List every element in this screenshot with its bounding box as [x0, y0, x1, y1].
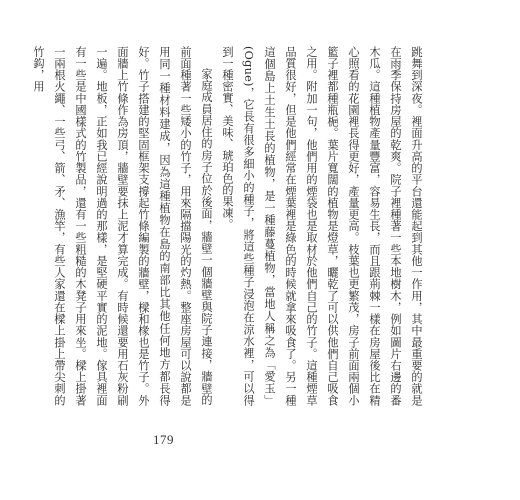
vertical-text-block: [28, 46, 427, 406]
page-number: 179: [153, 432, 174, 447]
paragraph-1: 跳舞到深夜。裡面升高的平台還能起到其他一作用，其中最重要的就是在雨季保持房屋的乾爽。院子裡種著一些本地樹木，例如圖片右邊的番木瓜。這種植物產量豐富，容易生長，而且跟荊棘一樣在房屋後比在精心照看的花園裡長得更好，產量更高。枝葉也更繁茂，房子前面兩個小籃子裡都種瓶梔。葉片寬闊的植物是燈草，曬乾了可以供他們自己吸食之用。附加一句，他們用的煙袋也是取材於他們自己的竹子。這種煙草品質很好，但是他們經常在煙葉裡是綠色的時候就拿來吸食了。另一種這個島上土生土長的植物，是一種藤蔓植物，當地人稱之為「愛玉」(Ogue)，它長有很多細小的種子，將這些種子浸泡在涼水裡，可以得到一種密實、美味、琥珀色的果凍。: [221, 46, 423, 406]
paragraph-2: 家庭成員居住的房子位於後面，牆壁一個牆壁與院子連接，牆壁的前面種著一些矮小的竹子，用來隔擋陽光的灼熱。整座房屋可以說都是用同一種材料建成，因為這種植物在島的南部比其他任何地方都長得好。竹子搭建的堅固框架支撐起竹條編製的牆壁，樑和椽也是竹子。外面牆上竹條作為房頂，牆壁要抹上泥才算完成。有時候還要用石灰粉刷一遍。地板，正如我已經說明過的那樣，是堅硬平實的泥地。傢具裡面有一些是中國樣式的竹製品，還有一些粗糙的木凳子用來坐。樑上掛著一兩根火繩、一些弓、箭、矛、漁竿，有些人家還在樑上掛上帶尖刺的竹鈎，用: [32, 46, 213, 406]
